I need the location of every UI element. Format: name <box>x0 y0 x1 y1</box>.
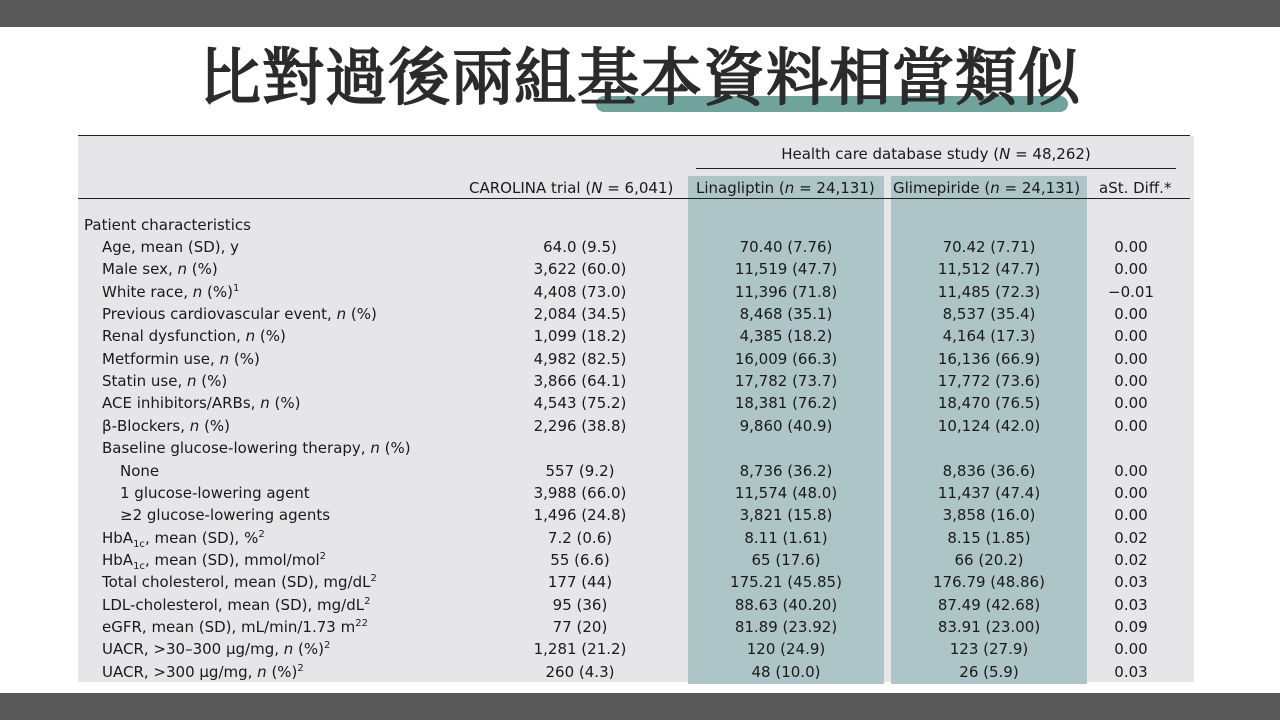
cell-linagliptin: 8,736 (36.2) <box>739 462 833 480</box>
row-label: ACE inhibitors/ARBs, n (%) <box>102 394 301 412</box>
cell-carolina: 177 (44) <box>547 573 613 591</box>
cell-linagliptin: 65 (17.6) <box>751 551 821 569</box>
cell-std-diff: 0.09 <box>1114 618 1148 636</box>
cell-glimepiride: 10,124 (42.0) <box>937 417 1041 435</box>
cell-std-diff: 0.00 <box>1114 372 1148 390</box>
cell-glimepiride: 11,437 (47.4) <box>937 484 1041 502</box>
cell-carolina: 1,496 (24.8) <box>533 506 627 524</box>
cell-carolina: 4,543 (75.2) <box>533 394 627 412</box>
cell-carolina: 7.2 (0.6) <box>547 529 613 547</box>
top-frame-bar <box>0 0 1280 27</box>
cell-linagliptin: 17,782 (73.7) <box>734 372 838 390</box>
cell-carolina: 55 (6.6) <box>550 551 610 569</box>
row-label: β-Blockers, n (%) <box>102 417 231 435</box>
cell-carolina: 1,099 (18.2) <box>533 327 627 345</box>
cell-carolina: 3,988 (66.0) <box>533 484 627 502</box>
cell-carolina: 3,866 (64.1) <box>533 372 627 390</box>
cell-linagliptin: 88.63 (40.20) <box>734 596 838 614</box>
cell-std-diff: 0.00 <box>1114 260 1148 278</box>
cell-std-diff: 0.00 <box>1114 640 1148 658</box>
row-label: UACR, >300 μg/mg, n (%)$^2$ <box>102 663 304 681</box>
cell-glimepiride: 87.49 (42.68) <box>937 596 1041 614</box>
cell-glimepiride: 16,136 (66.9) <box>937 350 1041 368</box>
cell-std-diff: 0.03 <box>1114 596 1148 614</box>
row-label: 1 glucose-lowering agent <box>120 484 310 502</box>
cell-linagliptin: 18,381 (76.2) <box>734 394 838 412</box>
cell-linagliptin: 70.40 (7.76) <box>739 238 833 256</box>
cell-glimepiride: 70.42 (7.71) <box>942 238 1036 256</box>
header-sub-rule <box>696 168 1176 169</box>
cell-std-diff: 0.02 <box>1114 551 1148 569</box>
header-database-study: Health care database study (N = 48,262) <box>781 145 1091 163</box>
cell-carolina: 1,281 (21.2) <box>533 640 627 658</box>
row-label: Statin use, n (%) <box>102 372 228 390</box>
row-label: LDL-cholesterol, mean (SD), $mg/dL^2$ <box>102 596 371 614</box>
header-bottom-rule <box>78 198 1190 199</box>
header-carolina-trial: CAROLINA trial (N = 6,041) <box>469 179 674 197</box>
cell-linagliptin: 175.21 (45.85) <box>730 573 842 591</box>
cell-carolina: 4,982 (82.5) <box>533 350 627 368</box>
cell-std-diff: 0.00 <box>1114 305 1148 323</box>
row-label: Renal dysfunction, n (%) <box>102 327 286 345</box>
row-label: Age, mean (SD), y <box>102 238 240 256</box>
cell-glimepiride: 11,485 (72.3) <box>937 283 1041 301</box>
row-label: White race, n (%)$^1$ <box>102 283 240 301</box>
cell-carolina: 2,296 (38.8) <box>533 417 627 435</box>
cell-std-diff: −0.01 <box>1108 283 1154 301</box>
cell-glimepiride: 123 (27.9) <box>949 640 1029 658</box>
cell-linagliptin: 3,821 (15.8) <box>739 506 833 524</box>
cell-linagliptin: 16,009 (66.3) <box>734 350 838 368</box>
cell-linagliptin: 4,385 (18.2) <box>739 327 833 345</box>
cell-carolina: 64.0 (9.5) <box>543 238 617 256</box>
cell-std-diff: 0.00 <box>1114 462 1148 480</box>
cell-std-diff: 0.00 <box>1114 394 1148 412</box>
row-label: UACR, >30–300 μg/mg, n (%)$^2$ <box>102 640 331 658</box>
cell-carolina: 557 (9.2) <box>545 462 615 480</box>
cell-linagliptin: 11,519 (47.7) <box>734 260 838 278</box>
cell-std-diff: 0.00 <box>1114 350 1148 368</box>
cell-glimepiride: 4,164 (17.3) <box>942 327 1036 345</box>
slide-title: 比對過後兩組基本資料相當類似 <box>198 41 1081 114</box>
cell-std-diff: 0.00 <box>1114 484 1148 502</box>
cell-linagliptin: 11,396 (71.8) <box>734 283 838 301</box>
cell-glimepiride: 8,537 (35.4) <box>942 305 1036 323</box>
cell-glimepiride: 176.79 (48.86) <box>933 573 1045 591</box>
section-label: Patient characteristics <box>84 216 251 234</box>
cell-carolina: 260 (4.3) <box>545 663 615 681</box>
row-label: Total cholesterol, mean (SD), $mg/dL^2$ <box>102 573 377 591</box>
cell-carolina: 77 (20) <box>552 618 608 636</box>
cell-std-diff: 0.00 <box>1114 238 1148 256</box>
cell-linagliptin: 48 (10.0) <box>751 663 821 681</box>
row-label: Previous cardiovascular event, n (%) <box>102 305 377 323</box>
cell-std-diff: 0.00 <box>1114 327 1148 345</box>
cell-carolina: 4,408 (73.0) <box>533 283 627 301</box>
row-label: Metformin use, n (%) <box>102 350 260 368</box>
row-label: HbA$_{1c}$, mean (SD), %$^2$ <box>102 529 265 550</box>
cell-carolina: 3,622 (60.0) <box>533 260 627 278</box>
cell-linagliptin: 8.11 (1.61) <box>744 529 828 547</box>
cell-carolina: 2,084 (34.5) <box>533 305 627 323</box>
header-std-diff: aSt. Diff.* <box>1099 179 1172 197</box>
cell-glimepiride: 26 (5.9) <box>959 663 1019 681</box>
cell-std-diff: 0.03 <box>1114 663 1148 681</box>
cell-glimepiride: 66 (20.2) <box>954 551 1024 569</box>
cell-linagliptin: 9,860 (40.9) <box>739 417 833 435</box>
header-linagliptin: Linagliptin (n = 24,131) <box>696 179 875 197</box>
cell-linagliptin: 8,468 (35.1) <box>739 305 833 323</box>
cell-glimepiride: 3,858 (16.0) <box>942 506 1036 524</box>
row-label: Male sex, n (%) <box>102 260 218 278</box>
row-label: None <box>120 462 160 480</box>
row-label: ≥2 glucose-lowering agents <box>120 506 331 524</box>
title-area <box>0 40 1280 120</box>
cell-glimepiride: 8,836 (36.6) <box>942 462 1036 480</box>
cell-std-diff: 0.00 <box>1114 506 1148 524</box>
cell-linagliptin: 120 (24.9) <box>746 640 826 658</box>
row-label: HbA$_{1c}$, mean (SD), mmol/mol$^2$ <box>102 551 327 572</box>
cell-glimepiride: 17,772 (73.6) <box>937 372 1041 390</box>
header-glimepiride: Glimepiride (n = 24,131) <box>893 179 1081 197</box>
cell-glimepiride: 18,470 (76.5) <box>937 394 1041 412</box>
cell-std-diff: 0.00 <box>1114 417 1148 435</box>
row-label: eGFR, mean (SD), mL/min/1.73 $m^{22}$ <box>102 618 368 636</box>
row-label: Baseline glucose-lowering therapy, n (%) <box>102 439 411 457</box>
cell-std-diff: 0.02 <box>1114 529 1148 547</box>
cell-glimepiride: 11,512 (47.7) <box>937 260 1041 278</box>
cell-linagliptin: 81.89 (23.92) <box>734 618 838 636</box>
cell-linagliptin: 11,574 (48.0) <box>734 484 838 502</box>
cell-glimepiride: 83.91 (23.00) <box>937 618 1041 636</box>
cell-carolina: 95 (36) <box>552 596 608 614</box>
cell-std-diff: 0.03 <box>1114 573 1148 591</box>
cell-glimepiride: 8.15 (1.85) <box>947 529 1031 547</box>
bottom-frame-bar <box>0 693 1280 720</box>
